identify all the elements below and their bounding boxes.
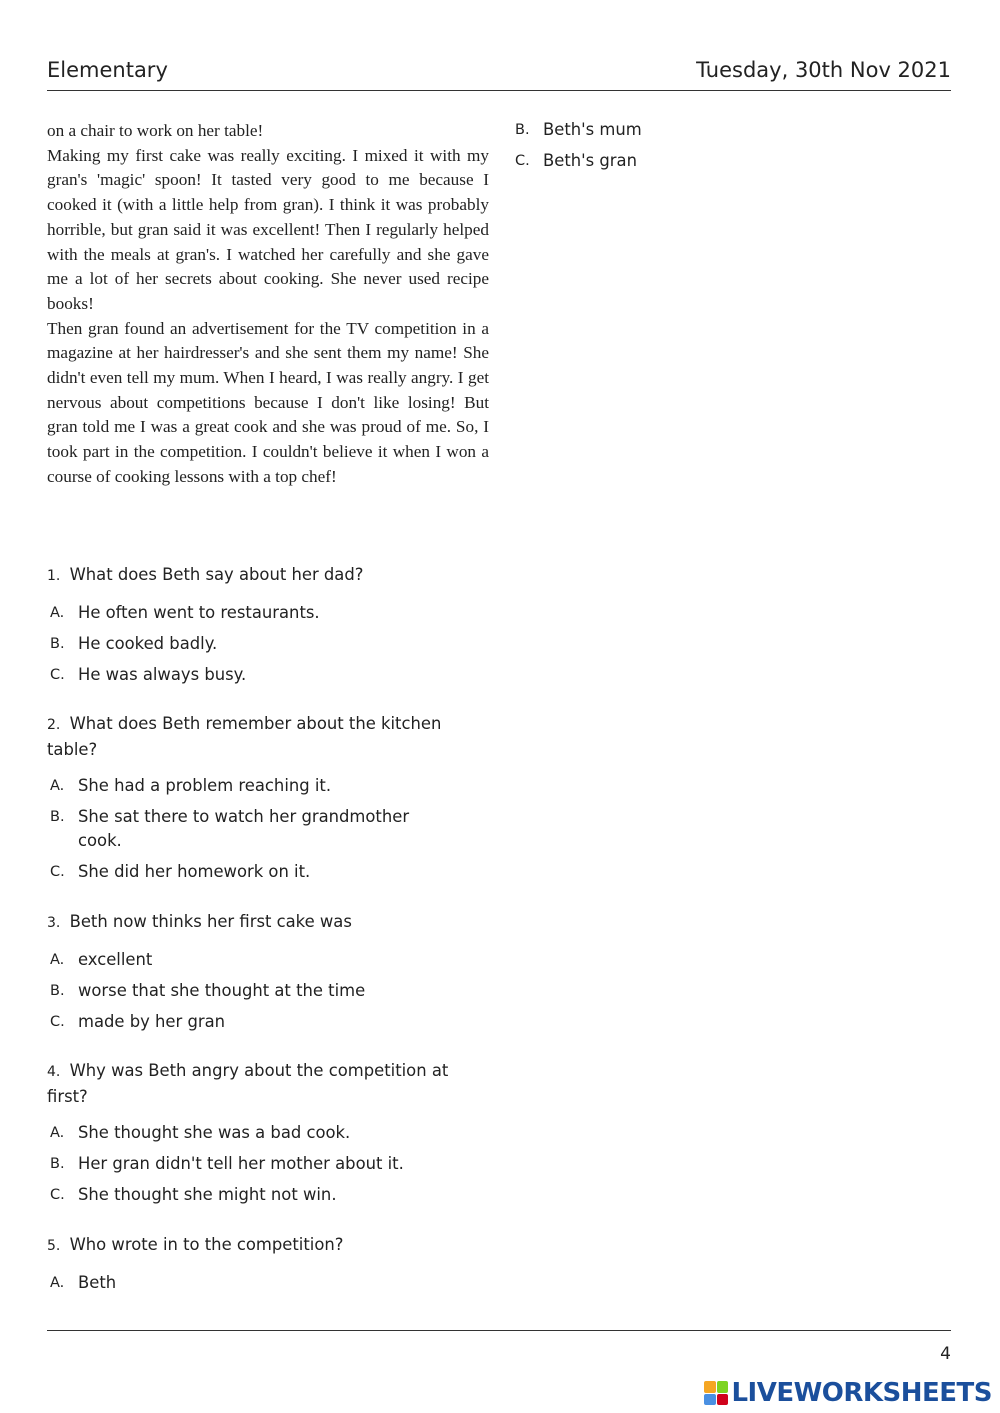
option-text: made by her gran <box>78 1011 226 1031</box>
logo-tile <box>717 1381 729 1393</box>
option-text: She thought she was a bad cook. <box>78 1123 351 1142</box>
answer-option-b[interactable] <box>50 979 448 1003</box>
footer-divider <box>47 1330 951 1331</box>
answer-option-b[interactable] <box>50 632 448 656</box>
answer-option-a[interactable] <box>50 1271 448 1295</box>
option-text: Her gran didn't tell her mother about it. <box>78 1154 404 1173</box>
option-letter: B. <box>50 982 65 999</box>
question-5-continued <box>512 118 743 173</box>
option-letter: A. <box>50 778 65 794</box>
question-2 <box>47 712 457 884</box>
question-3 <box>47 910 457 1034</box>
answer-option-c[interactable] <box>50 663 448 687</box>
option-text: He cooked badly. <box>78 633 218 653</box>
answer-option-c[interactable] <box>50 1183 448 1207</box>
question-number: 4. <box>47 1064 61 1080</box>
question-number: 3. <box>47 915 61 931</box>
answer-option-a[interactable] <box>50 601 448 625</box>
liveworksheets-brand <box>704 1378 992 1408</box>
option-letter: C. <box>50 864 65 880</box>
logo-tile <box>704 1381 716 1393</box>
option-letter: B. <box>50 635 65 652</box>
answer-option-c[interactable] <box>50 1010 448 1034</box>
question-prompt: Why was Beth angry about the competition at first? <box>47 1061 449 1106</box>
question-prompt: Beth now thinks her first cake was <box>69 912 352 931</box>
answer-options <box>47 1271 457 1295</box>
option-letter: C. <box>50 1013 65 1030</box>
option-text: Beth's mum <box>543 120 642 139</box>
answer-option-a[interactable] <box>50 1121 448 1145</box>
passage-paragraph: on a chair to work on her table! <box>47 121 264 140</box>
question-prompt: What does Beth remember about the kitchen table? <box>47 714 442 759</box>
option-text: He was always busy. <box>78 664 247 684</box>
passage-paragraph: Then gran found an advertisement for the TV competition in a magazine at her hairdresser's and she sent them my name! She didn't even tell my mum. When I heard, I was really angry. I get nervous about competitions because I don't like losing! But gran told me I was a great cook and she was proud of me. So, I took part in the competition. I couldn't believe it when I won a course of cooking lessons with a top chef! <box>47 318 489 486</box>
question-5 <box>47 1233 457 1295</box>
option-text: Beth <box>78 1272 117 1292</box>
liveworksheets-logo-icon <box>704 1381 728 1405</box>
answer-options <box>47 601 457 687</box>
answer-option-c[interactable] <box>515 149 743 173</box>
option-letter: A. <box>50 951 65 968</box>
level-label: Elementary <box>47 58 168 82</box>
option-letter: C. <box>50 666 65 683</box>
option-letter: A. <box>50 1125 65 1141</box>
logo-tile <box>704 1394 716 1406</box>
option-text: Beth's gran <box>543 151 637 170</box>
page-number: 4 <box>940 1344 951 1364</box>
question-prompt: Who wrote in to the competition? <box>69 1235 344 1254</box>
answer-option-c[interactable] <box>50 860 448 884</box>
question-text <box>47 563 457 589</box>
question-text <box>47 1233 457 1259</box>
question-prompt: What does Beth say about her dad? <box>69 565 364 584</box>
option-letter: A. <box>50 1274 65 1291</box>
option-text: excellent <box>78 949 153 969</box>
answer-option-a[interactable] <box>50 948 448 972</box>
option-letter: C. <box>515 153 530 169</box>
logo-tile <box>717 1394 729 1406</box>
option-text: She sat there to watch her grandmother cook. <box>78 807 410 850</box>
brand-text: LIVEWORKSHEETS <box>731 1378 992 1408</box>
answer-options <box>47 948 457 1034</box>
option-letter: C. <box>50 1187 65 1203</box>
question-number: 1. <box>47 568 61 584</box>
option-letter: A. <box>50 604 65 621</box>
answer-options <box>47 774 457 884</box>
option-letter: B. <box>50 809 65 825</box>
option-letter: B. <box>515 122 530 138</box>
passage-paragraph: Making my first cake was really exciting. I mixed it with my gran's 'magic' spoon! It tasted very good to me because I cooked it (with a little help from gran). I think it was probably horrible, but gran said it was excellent! Then I regularly helped with the meals at gran's. I watched her carefully and she gave me a lot of her secrets about cooking. She never used recipe books! <box>47 145 489 313</box>
page-header <box>47 58 951 91</box>
option-text: She had a problem reaching it. <box>78 776 332 795</box>
answer-option-b[interactable] <box>50 805 448 853</box>
answer-option-b[interactable] <box>50 1152 448 1176</box>
date-label: Tuesday, 30th Nov 2021 <box>696 58 951 82</box>
question-4 <box>47 1059 457 1207</box>
option-letter: B. <box>50 1156 65 1172</box>
question-number: 5. <box>47 1238 61 1254</box>
question-text <box>47 712 457 762</box>
question-text <box>47 1059 457 1109</box>
answer-options <box>512 118 743 173</box>
option-text: He often went to restaurants. <box>78 602 320 622</box>
question-1 <box>47 563 457 687</box>
option-text: She thought she might not win. <box>78 1185 337 1204</box>
option-text: She did her homework on it. <box>78 862 311 881</box>
answer-options <box>47 1121 457 1207</box>
answer-option-a[interactable] <box>50 774 448 798</box>
answer-option-b[interactable] <box>515 118 743 142</box>
option-text: worse that she thought at the time <box>78 980 366 1000</box>
question-text <box>47 910 457 936</box>
reading-passage <box>47 119 489 490</box>
question-number: 2. <box>47 717 61 733</box>
